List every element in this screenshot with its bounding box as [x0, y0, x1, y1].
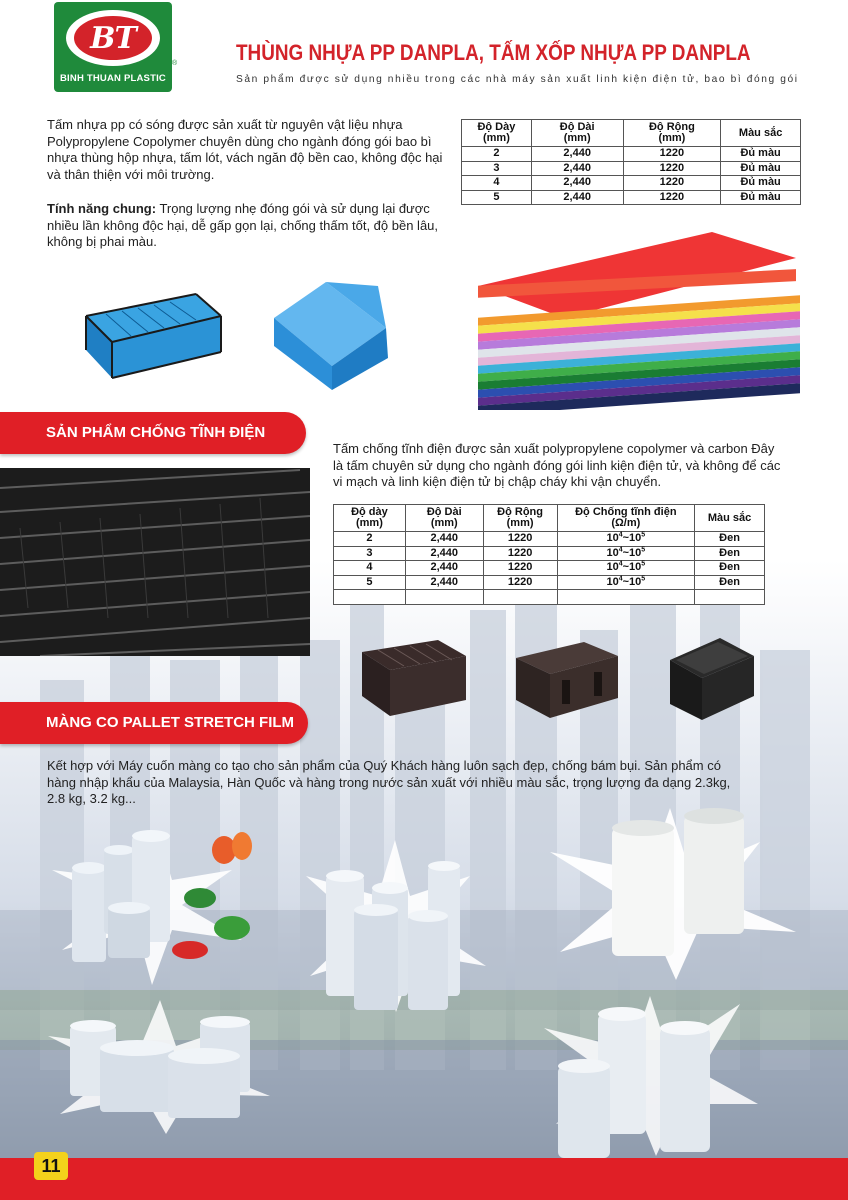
black-storage-case-image	[510, 636, 622, 720]
table-row: 3 2,440 1220 $10^4\sim 10^5$ Đen	[334, 546, 765, 561]
black-tool-case-image	[660, 630, 758, 724]
page-title: THÙNG NHỰA PP DANPLA, TẤM XỐP NHỰA PP DANPLA	[236, 40, 751, 65]
resistance-value: $10^4\sim 10^5$	[557, 561, 695, 576]
spec-table-danpla	[461, 119, 801, 205]
colorful-corrugated-sheets-image	[474, 226, 804, 410]
table2-header-width: Độ Rộng (mm)	[483, 505, 557, 532]
section-heading-stretch-film: MÀNG CO PALLET STRETCH FILM	[0, 702, 308, 744]
table-row: 5 2,440 1220 Đủ màu	[462, 190, 801, 205]
antistatic-description: Tấm chống tĩnh điện được sản xuất polypropylene copolymer và carbon Đây là tấm chuyên sử dụng cho ngành đóng gói linh kiện điện tử, và không để các vi mạch và linh kiện điện tử bị chập cháy khi vận chuyển.	[333, 441, 781, 489]
table-row: 5 2,440 1220 $10^4\sim 10^5$ Đen	[334, 575, 765, 590]
table1-header-color: Màu sắc	[721, 120, 801, 147]
table2-header-resistance: Độ Chống tĩnh điện (Ω/m)	[557, 505, 695, 532]
logo-letters: BT	[90, 21, 136, 56]
white-pallet-film-rolls-image	[540, 802, 800, 982]
spec-table-antistatic	[333, 504, 765, 605]
table-row-empty	[334, 590, 765, 605]
intro-features	[47, 201, 445, 251]
stretch-film-description: Kết hợp với Máy cuốn màng co tạo cho sản phẩm của Quý Khách hàng luôn sạch đẹp, chống bám bụi. Sản phẩm có hàng nhập khẩu của Malaysia, Hàn Quốc và hàng trong nước sản xuất với nhiều màu sắc, trọng lượng đa dạng 2.3kg, 2.8 kg, 3.2 kg...	[47, 758, 731, 806]
brand-logo: BT BINH THUAN PLASTIC ®	[54, 2, 176, 94]
section-heading-antistatic: SẢN PHẨM CHỐNG TĨNH ĐIỆN	[0, 412, 306, 454]
black-antistatic-box-image	[358, 634, 470, 720]
table1-header-width: Độ Rộng (mm)	[623, 120, 721, 147]
logo-brand-name: BINH THUAN PLASTIC	[60, 73, 166, 84]
resistance-value: $10^4\sim 10^5$	[557, 575, 695, 590]
table-row: 2 2,440 1220 $10^4\sim 10^5$ Đen	[334, 532, 765, 547]
table2-header-length: Độ Dài (mm)	[405, 505, 483, 532]
blue-folding-tray-image	[266, 278, 394, 394]
features-label: Tính năng chung:	[47, 201, 157, 216]
clear-film-rolls-image	[300, 836, 490, 1016]
table2-header-thickness: Độ dày (mm)	[334, 505, 406, 532]
table1-header-length: Độ Dài (mm)	[531, 120, 623, 147]
blue-partition-box-image	[76, 286, 226, 382]
shrink-film-rolls-with-vegetables-image	[32, 820, 282, 990]
intro-description: Tấm nhựa pp có sóng được sản xuất từ nguyên vật liệu nhựa Polypropylene Copolymer chuyên dùng cho ngành đóng gói bao bì nhựa thùng hộp nhựa, tấm lót, vách ngăn độ bền cao, không độc hại và thân thiện với môi trường.	[47, 117, 443, 182]
stacked-shrink-film-rolls-image	[40, 996, 280, 1136]
page-number: 11	[34, 1152, 68, 1180]
black-antistatic-sheet-image	[0, 468, 310, 656]
features-text: Trọng lượng nhẹ đóng gói và sử dụng lại được nhiều lần không độc hại, dễ gấp gọn lại, chống thấm tốt, độ bền lâu, không bị phai màu.	[47, 201, 439, 249]
page-subtitle: Sản phẩm được sử dụng nhiều trong các nhà máy sản xuất linh kiện điện tử, bao bì đóng gói	[236, 74, 799, 85]
table-row: 4 2,440 1220 Đủ màu	[462, 176, 801, 191]
table-row: 3 2,440 1220 Đủ màu	[462, 161, 801, 176]
table-row: 2 2,440 1220 Đủ màu	[462, 147, 801, 162]
stretch-film-rolls-image	[540, 994, 760, 1158]
footer-bar	[0, 1158, 848, 1200]
table-row: 4 2,440 1220 $10^4\sim 10^5$ Đen	[334, 561, 765, 576]
table2-header-color: Màu sắc	[695, 505, 765, 532]
resistance-value: $10^4\sim 10^5$	[557, 532, 695, 547]
resistance-value: $10^4\sim 10^5$	[557, 546, 695, 561]
table1-header-thickness: Độ Dày (mm)	[462, 120, 532, 147]
